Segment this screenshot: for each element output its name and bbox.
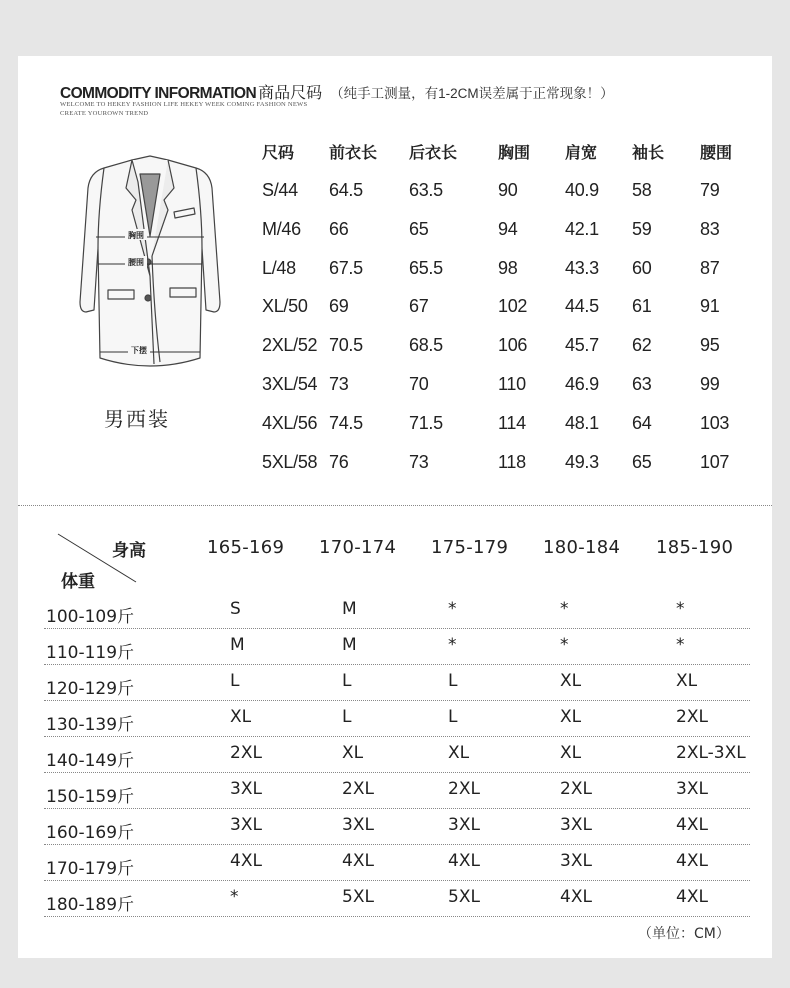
spec-cell: 44.5 [565, 296, 599, 317]
spec-cell: 98 [498, 257, 518, 278]
spec-size-label: M/46 [262, 218, 301, 239]
spec-size-label: XL/50 [262, 296, 308, 317]
spec-size-label: 3XL/54 [262, 374, 318, 394]
weight-range-label: 150-159斤 [46, 787, 135, 807]
recommended-size-cell: * [676, 599, 685, 619]
recommended-size-cell: XL [560, 671, 582, 691]
spec-cell: 95 [700, 335, 720, 356]
spec-cell: 65 [409, 218, 429, 239]
spec-cell: 107 [700, 451, 730, 472]
chest-label: 胸围 [128, 231, 144, 240]
weight-range-label: 130-139斤 [46, 715, 135, 735]
recommended-size-cell: 2XL [676, 707, 708, 727]
header-subtitle-2: CREATE YOUROWN TREND [60, 110, 149, 117]
spec-size-label: 2XL/52 [262, 335, 318, 356]
recommended-size-cell: 2XL [448, 779, 480, 799]
recommended-size-cell: XL [676, 671, 698, 691]
product-caption: 男西装 [104, 407, 170, 431]
recommended-size-cell: XL [560, 707, 582, 727]
spec-cell: 102 [498, 296, 528, 317]
recommended-size-cell: 3XL [676, 779, 708, 799]
spec-cell: 73 [409, 451, 429, 472]
spec-header-cell: 腰围 [700, 143, 733, 162]
recommended-size-cell: 3XL [230, 815, 262, 835]
fit-table-row [44, 736, 750, 773]
spec-cell: 63 [632, 374, 652, 394]
size-chart-card [18, 56, 772, 958]
spec-cell: 110 [498, 374, 526, 394]
spec-cell: 79 [700, 180, 720, 200]
recommended-size-cell: M [342, 599, 357, 619]
spec-cell: 90 [498, 180, 518, 200]
spec-header-cell: 胸围 [498, 143, 531, 162]
spec-cell: 67 [409, 296, 429, 317]
spec-cell: 40.9 [565, 180, 599, 200]
spec-cell: 118 [498, 451, 526, 472]
spec-cell: 83 [700, 218, 720, 239]
recommended-size-cell: 2XL [560, 779, 592, 799]
spec-cell: 68.5 [409, 335, 443, 356]
spec-header-cell: 尺码 [262, 143, 295, 162]
spec-cell: 64 [632, 412, 652, 433]
height-range-header: 170-174 [319, 537, 397, 558]
weight-range-label: 160-169斤 [46, 823, 135, 843]
height-range-header: 165-169 [207, 537, 285, 558]
spec-cell: 103 [700, 412, 730, 433]
spec-cell: 114 [498, 412, 526, 433]
spec-cell: 71.5 [409, 412, 443, 433]
weight-range-label: 140-149斤 [46, 751, 135, 771]
spec-cell: 58 [632, 180, 652, 200]
recommended-size-cell: L [448, 707, 458, 727]
spec-cell: 67.5 [329, 257, 363, 278]
spec-cell: 42.1 [565, 218, 599, 239]
fit-table-row [44, 808, 750, 845]
spec-cell: 61 [632, 296, 652, 317]
recommended-size-cell: 4XL [676, 851, 708, 871]
recommended-size-cell: 3XL [560, 815, 592, 835]
section-divider [18, 505, 772, 506]
spec-cell: 87 [700, 257, 720, 278]
recommended-size-cell: 4XL [342, 851, 374, 871]
recommended-size-cell: * [676, 635, 685, 655]
spec-size-label: S/44 [262, 180, 298, 200]
fit-table-row [44, 844, 750, 881]
recommended-size-cell: 4XL [230, 851, 262, 871]
spec-header-cell: 前衣长 [329, 143, 378, 162]
recommended-size-cell: L [448, 671, 458, 691]
header-title-cn: 商品尺码 [258, 85, 323, 102]
spec-header-cell: 袖长 [632, 143, 665, 162]
spec-cell: 69 [329, 296, 349, 317]
height-range-header: 180-184 [543, 537, 621, 558]
fit-table-row [44, 700, 750, 737]
recommended-size-cell: 4XL [676, 887, 708, 907]
weight-header: 体重 [61, 572, 95, 592]
recommended-size-cell: 2XL-3XL [676, 743, 746, 763]
recommended-size-cell: * [560, 635, 569, 655]
spec-cell: 63.5 [409, 180, 443, 200]
recommended-size-cell: 2XL [342, 779, 374, 799]
height-range-header: 185-190 [656, 537, 734, 558]
recommended-size-cell: 5XL [448, 887, 480, 907]
unit-note: （单位：CM） [638, 926, 730, 942]
recommended-size-cell: 3XL [342, 815, 374, 835]
header-title-line [60, 80, 614, 103]
spec-cell: 73 [329, 374, 349, 394]
recommended-size-cell: M [230, 635, 245, 655]
fit-table-row [44, 772, 750, 809]
spec-cell: 59 [632, 218, 652, 239]
recommended-size-cell: M [342, 635, 357, 655]
weight-range-label: 180-189斤 [46, 895, 135, 915]
spec-cell: 65.5 [409, 257, 443, 278]
spec-cell: 60 [632, 257, 652, 278]
spec-cell: 65 [632, 451, 652, 472]
recommended-size-cell: L [342, 707, 352, 727]
recommended-size-cell: 4XL [560, 887, 592, 907]
recommended-size-cell: * [448, 599, 457, 619]
spec-cell: 48.1 [565, 412, 599, 433]
spec-cell: 62 [632, 335, 652, 356]
recommended-size-cell: S [230, 599, 241, 619]
recommended-size-cell: XL [230, 707, 252, 727]
recommended-size-cell: 4XL [448, 851, 480, 871]
hem-label: 下摆 [131, 346, 147, 355]
recommended-size-cell: 2XL [230, 743, 262, 763]
spec-cell: 70 [409, 374, 429, 394]
spec-cell: 94 [498, 218, 518, 239]
recommended-size-cell: 3XL [560, 851, 592, 871]
measurement-note: （纯手工测量，有1-2CM误差属于正常现象！） [330, 86, 614, 101]
recommended-size-cell: XL [448, 743, 470, 763]
recommended-size-cell: XL [560, 743, 582, 763]
spec-cell: 70.5 [329, 335, 363, 356]
weight-range-label: 100-109斤 [46, 607, 135, 627]
weight-range-label: 120-129斤 [46, 679, 135, 699]
spec-cell: 64.5 [329, 180, 363, 200]
recommended-size-cell: * [230, 887, 239, 907]
weight-range-label: 170-179斤 [46, 859, 135, 879]
fit-table-row [44, 664, 750, 701]
fit-table-row [44, 628, 750, 665]
recommended-size-cell: * [560, 599, 569, 619]
weight-range-label: 110-119斤 [46, 643, 135, 663]
suit-jacket-icon [70, 152, 230, 374]
recommended-size-cell: 3XL [448, 815, 480, 835]
recommended-size-cell: * [448, 635, 457, 655]
fit-table-row [44, 592, 750, 629]
recommended-size-cell: L [230, 671, 240, 691]
header-subtitle-1: WELCOME TO HEKEY FASHION LIFE HEKEY WEEK COMING FASHION NEWS [60, 101, 308, 108]
recommended-size-cell: L [342, 671, 352, 691]
spec-cell: 91 [700, 296, 720, 317]
recommended-size-cell: XL [342, 743, 364, 763]
height-header: 身高 [112, 541, 146, 561]
spec-size-label: 5XL/58 [262, 451, 318, 472]
spec-cell: 74.5 [329, 412, 363, 433]
height-range-header: 175-179 [431, 537, 509, 558]
recommended-size-cell: 4XL [676, 815, 708, 835]
spec-cell: 76 [329, 451, 349, 472]
spec-cell: 46.9 [565, 374, 599, 394]
recommended-size-cell: 3XL [230, 779, 262, 799]
spec-size-label: L/48 [262, 257, 296, 278]
spec-cell: 45.7 [565, 335, 599, 356]
spec-cell: 66 [329, 218, 349, 239]
recommended-size-cell: 5XL [342, 887, 374, 907]
spec-cell: 49.3 [565, 451, 599, 472]
spec-header-cell: 肩宽 [565, 143, 598, 162]
spec-header-cell: 后衣长 [409, 143, 458, 162]
header-title: COMMODITY INFORMATION [60, 85, 257, 102]
waist-label: 腰围 [128, 258, 144, 267]
spec-cell: 99 [700, 374, 720, 394]
spec-size-label: 4XL/56 [262, 412, 318, 433]
spec-cell: 43.3 [565, 257, 599, 278]
spec-cell: 106 [498, 335, 528, 356]
fit-table-row [44, 880, 750, 917]
